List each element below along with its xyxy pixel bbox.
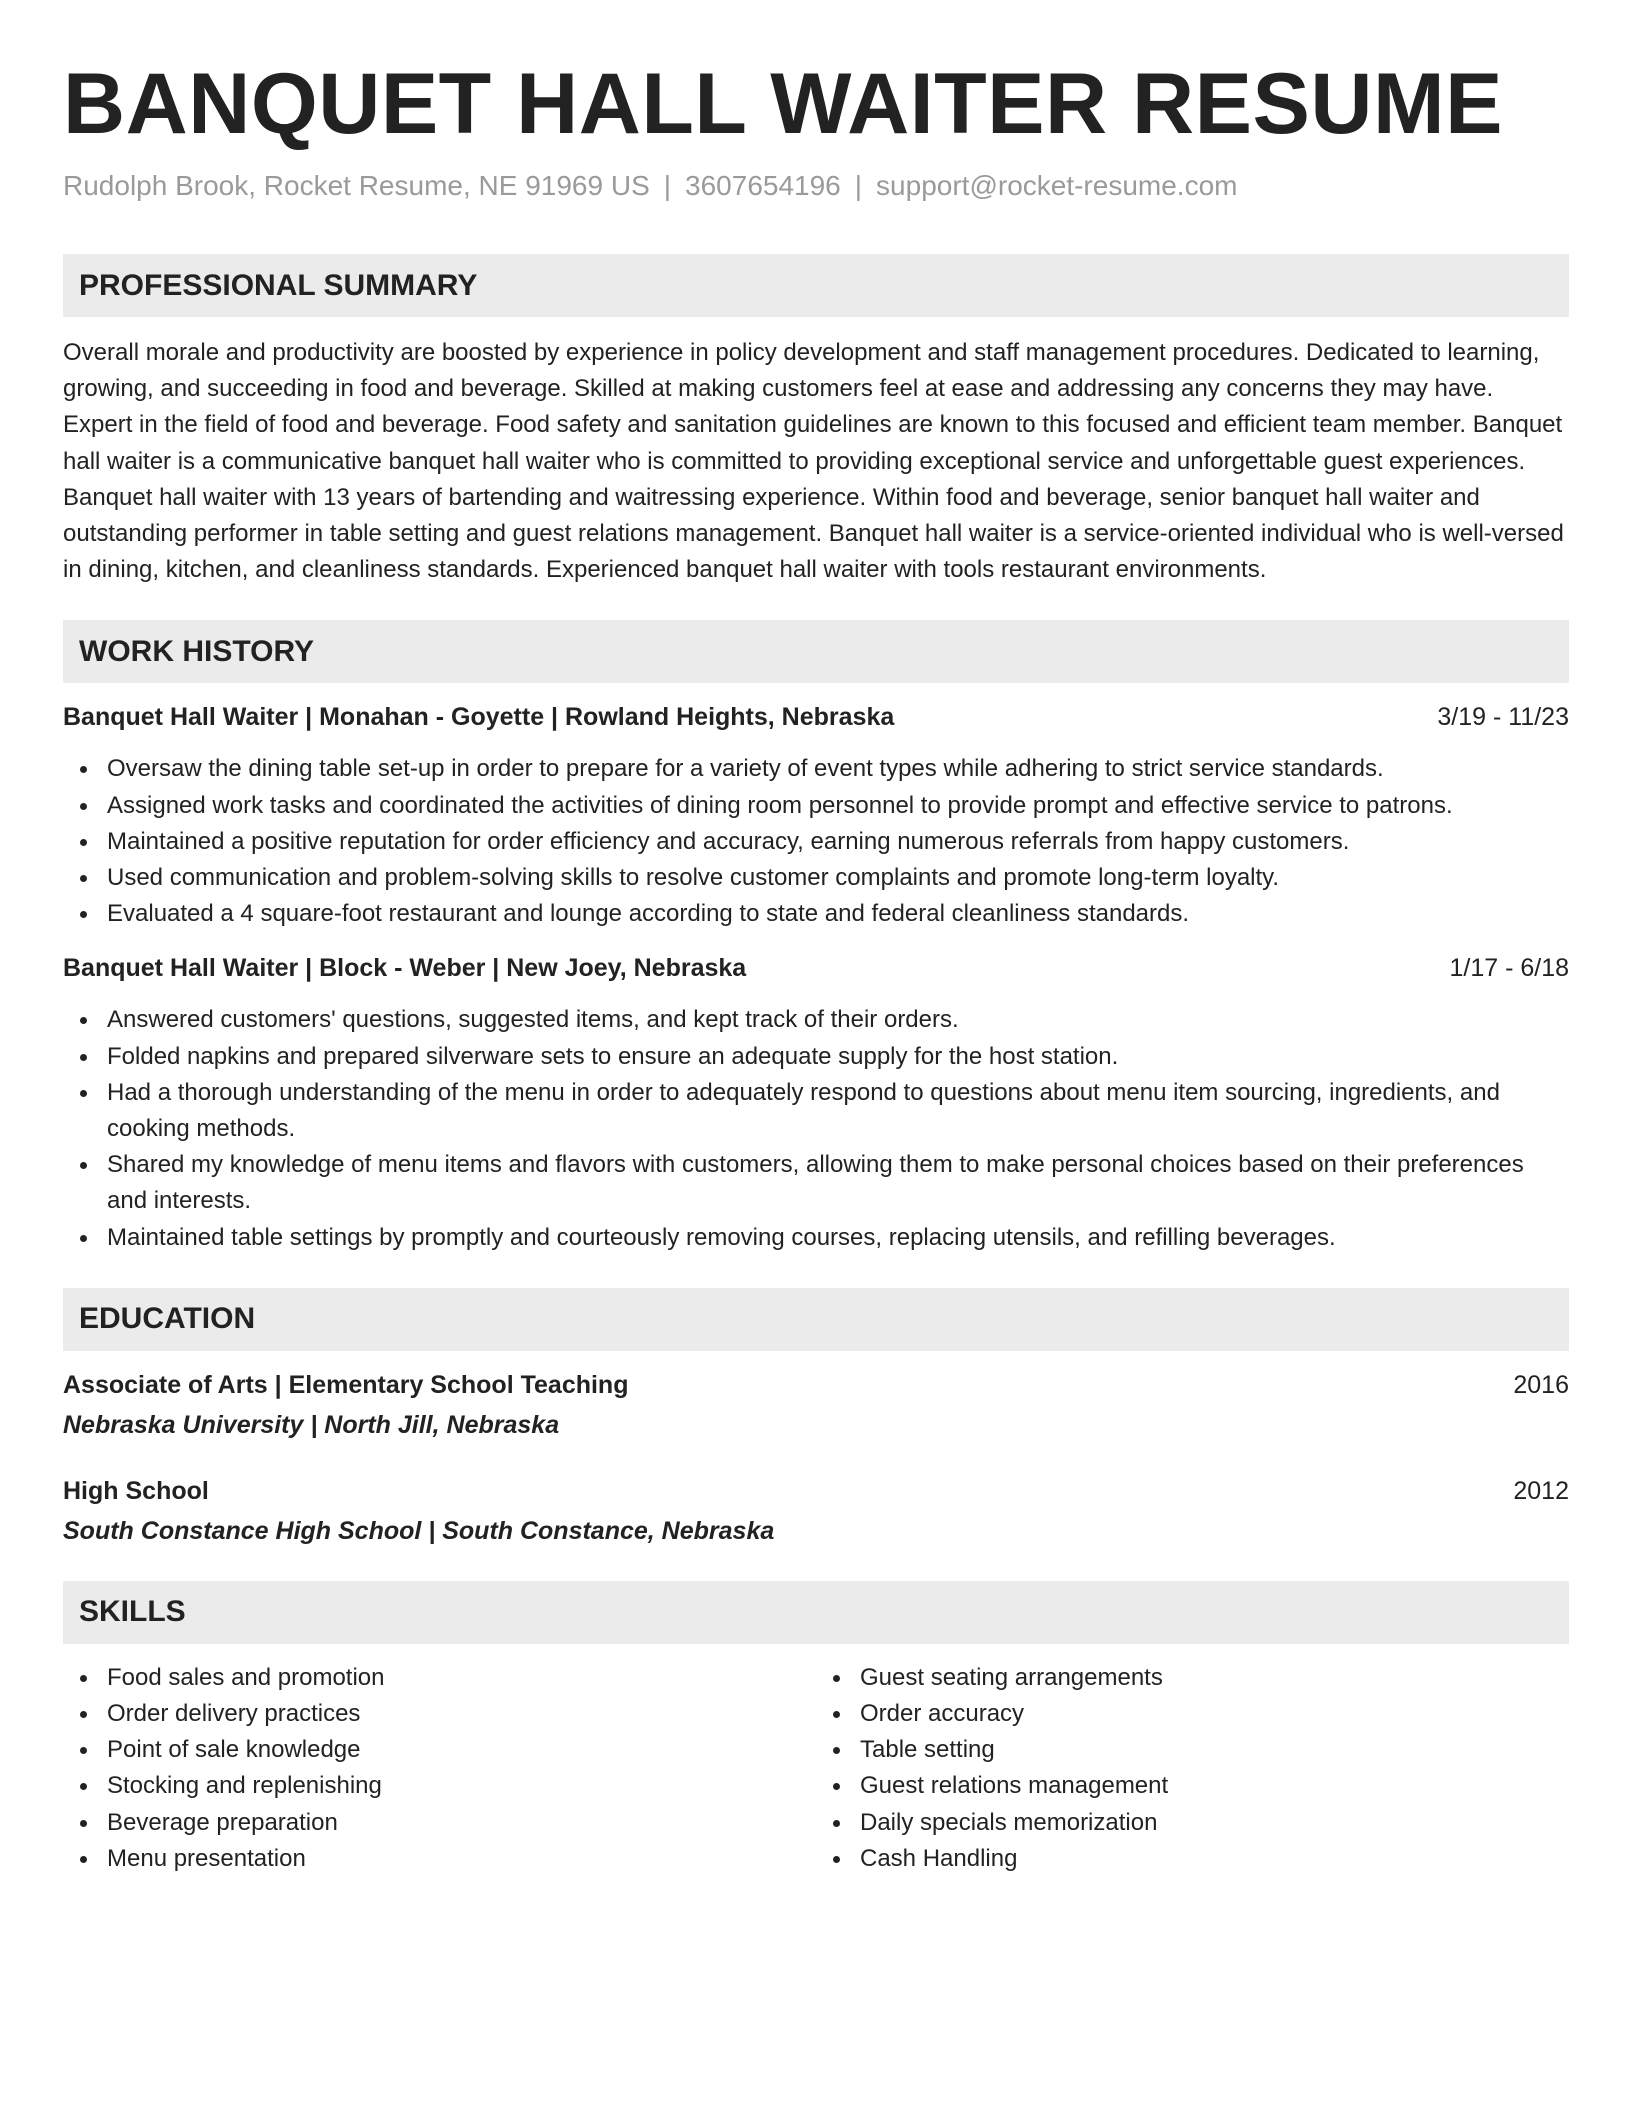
list-item: Oversaw the dining table set-up in order to prepare for a variety of event types while adhering to strict service standards. [63,751,1569,787]
education-year: 2016 [1513,1370,1569,1399]
contact-separator: | [854,170,863,201]
skill-item: Daily specials memorization [816,1805,1569,1841]
skill-item: Table setting [816,1732,1569,1768]
skill-item: Cash Handling [816,1841,1569,1877]
degree-title: High School [63,1476,209,1505]
skill-item: Stocking and replenishing [63,1768,816,1804]
skills-column-right [816,1660,1569,1877]
list-item: Shared my knowledge of menu items and flavors with customers, allowing them to make personal choices based on their preferences and interests. [63,1147,1569,1219]
section-header-summary: PROFESSIONAL SUMMARY [63,254,1569,317]
list-item: Answered customers' questions, suggested items, and kept track of their orders. [63,1002,1569,1038]
list-item: Assigned work tasks and coordinated the activities of dining room personnel to provide prompt and effective service to patrons. [63,788,1569,824]
skill-item: Order accuracy [816,1696,1569,1732]
education-year: 2012 [1513,1476,1569,1505]
skills-column-left [63,1660,816,1877]
education-header [63,1367,1569,1403]
skill-item: Order delivery practices [63,1696,816,1732]
skill-item: Menu presentation [63,1841,816,1877]
contact-phone[interactable]: 3607654196 [685,170,841,201]
contact-address: Rudolph Brook, Rocket Resume, NE 91969 US [63,170,650,201]
section-header-work-history: WORK HISTORY [63,620,1569,683]
skill-item: Food sales and promotion [63,1660,816,1696]
section-header-skills: SKILLS [63,1581,1569,1644]
education-header [63,1473,1569,1509]
list-item: Had a thorough understanding of the menu in order to adequately respond to questions about menu item sourcing, ingredients, and cooking methods. [63,1075,1569,1147]
skill-item: Guest relations management [816,1768,1569,1804]
skill-item: Beverage preparation [63,1805,816,1841]
list-item: Folded napkins and prepared silverware sets to ensure an adequate supply for the host station. [63,1039,1569,1075]
school-name: South Constance High School | South Constance, Nebraska [63,1516,775,1545]
job-dates: 1/17 - 6/18 [1449,954,1569,983]
job-dates: 3/19 - 11/23 [1437,703,1569,732]
skill-item: Guest seating arrangements [816,1660,1569,1696]
job-header [63,950,1569,986]
contact-separator: | [663,170,672,201]
contact-email[interactable]: support@rocket-resume.com [876,170,1238,201]
contact-line [63,168,1569,204]
job-bullets [63,751,1569,932]
degree-title: Associate of Arts | Elementary School Teaching [63,1370,629,1399]
list-item: Maintained a positive reputation for order efficiency and accuracy, earning numerous referrals from happy customers. [63,824,1569,860]
list-item: Evaluated a 4 square-foot restaurant and lounge according to state and federal cleanliness standards. [63,896,1569,932]
section-header-education: EDUCATION [63,1288,1569,1351]
job-title: Banquet Hall Waiter | Monahan - Goyette | Rowland Heights, Nebraska [63,703,895,732]
job-bullets [63,1002,1569,1255]
summary-text: Overall morale and productivity are boosted by experience in policy development and staff management procedures. Dedicated to learning, growing, and succeeding in food and beverage. Skilled at making customers feel at ease and addressing any concerns they may have. Expert in the field of food and beverage. Food safety and sanitation guidelines are known to this focused and efficient team member. Banquet hall waiter is a communicative banquet hall waiter who is committed to providing exceptional service and unforgettable guest experiences. Banquet hall waiter with 13 years of bartending and waitressing experience. Within food and beverage, senior banquet hall waiter and outstanding performer in table setting and guest relations management. Banquet hall waiter is a service-oriented individual who is well-versed in dining, kitchen, and cleanliness standards. Experienced banquet hall waiter with tools restaurant environments. [63,339,1564,584]
list-item: Used communication and problem-solving skills to resolve customer complaints and promote long-term loyalty. [63,860,1569,896]
skills-grid [63,1660,1569,1877]
job-title: Banquet Hall Waiter | Block - Weber | New Joey, Nebraska [63,954,747,983]
skill-item: Point of sale knowledge [63,1732,816,1768]
job-header [63,699,1569,735]
school-name: Nebraska University | North Jill, Nebraska [63,1410,560,1439]
list-item: Maintained table settings by promptly and courteously removing courses, replacing utensils, and refilling beverages. [63,1220,1569,1256]
resume-title: BANQUET HALL WAITER RESUME [63,56,1503,152]
